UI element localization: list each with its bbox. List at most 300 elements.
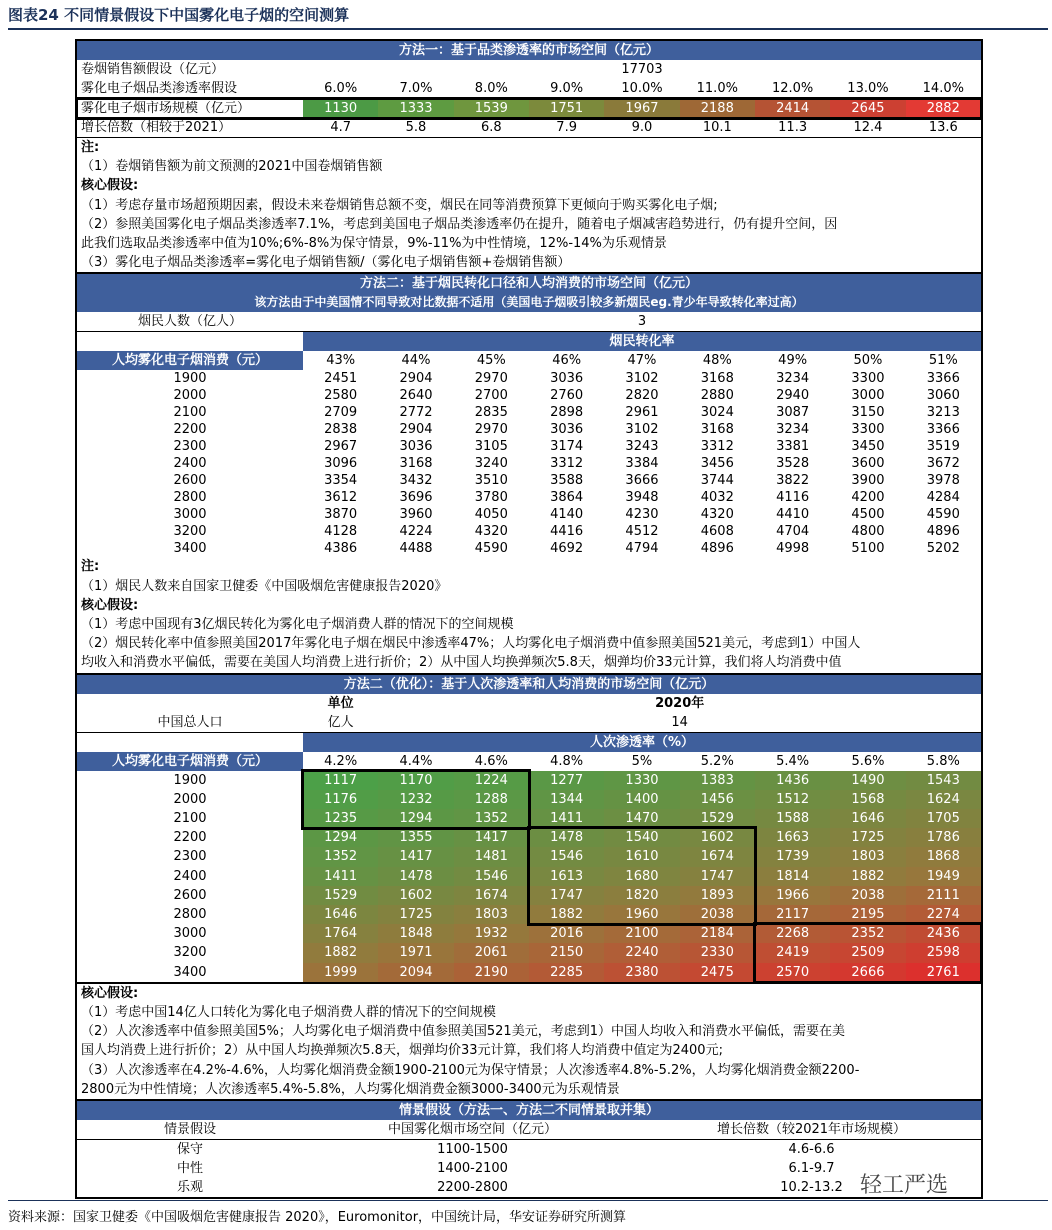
m3-cell: 1540 [604, 828, 679, 847]
m3-row [77, 771, 981, 790]
m2-cell: 3366 [926, 371, 960, 387]
note-text: （3）雾化电子烟品类渗透率=雾化电子烟销售额/（雾化电子烟销售额+卷烟销售额） [81, 255, 571, 271]
m3-row [77, 886, 981, 905]
population-unit: 亿人 [303, 713, 378, 733]
m1-pen-cell: 14.0% [906, 79, 981, 99]
scenario-row [77, 1178, 981, 1197]
smokers-value: 3 [303, 312, 981, 332]
m3-cell: 1235 [303, 809, 378, 828]
m2-cell: 2904 [399, 422, 433, 438]
m2-col-header: 46% [552, 353, 582, 369]
m2-row-label: 2400 [173, 456, 207, 472]
m3-cell: 1725 [830, 828, 905, 847]
note-text: 此我们选取品类渗透率中值为10%;6%-8%为保守情景，9%-11%为中性情境，12%-14%为乐观情景 [81, 236, 667, 252]
m3-row-label: 2100 [173, 811, 207, 827]
m2-cell: 3672 [926, 456, 960, 472]
m2-cell: 3300 [851, 371, 885, 387]
m3-cell: 2117 [755, 905, 830, 924]
m2-cell: 3456 [700, 456, 734, 472]
m2-cell: 2700 [474, 388, 508, 404]
m3-cell: 2509 [830, 943, 905, 962]
m2-cell: 3036 [550, 371, 584, 387]
m2-cell: 4998 [776, 541, 810, 557]
note-line [81, 1061, 977, 1080]
note-line [81, 176, 977, 195]
m1-growth-cell: 11.3 [755, 118, 830, 138]
m2-cell: 4608 [700, 524, 734, 540]
m3-cell: 2190 [454, 963, 529, 982]
m2-cell: 2904 [399, 371, 433, 387]
sales-label: 卷烟销售额假设（亿元） [81, 62, 225, 77]
m2-cell: 2772 [399, 405, 433, 421]
m3-cell: 1680 [604, 867, 679, 886]
m3-cell: 1786 [906, 828, 981, 847]
m2-cell: 2898 [550, 405, 584, 421]
m3-cell: 1176 [303, 790, 378, 809]
m2-row-label: 2600 [173, 473, 207, 489]
m1-growth-cell: 13.6 [906, 118, 981, 138]
m3-cell: 1602 [680, 828, 755, 847]
method2-title: 方法二：基于烟民转化口径和人均消费的市场空间（亿元） [77, 273, 981, 293]
scenario-cell: 1400-2100 [437, 1161, 508, 1177]
note-line [81, 634, 977, 653]
m2-cell: 3666 [625, 473, 659, 489]
m3-cell: 1646 [303, 905, 378, 924]
m1-growth-cell: 6.8 [454, 118, 529, 138]
m3-row-label: 2600 [173, 887, 207, 903]
m3-cell: 1971 [378, 943, 453, 962]
note-line [81, 1080, 977, 1099]
m2-cell: 3087 [776, 405, 810, 421]
m2-cell: 3978 [926, 473, 960, 489]
source-rule [8, 1200, 1048, 1201]
m3-cell: 1232 [378, 790, 453, 809]
m2-row [77, 387, 981, 404]
m2-cell: 3696 [399, 490, 433, 506]
m3-cell: 1436 [755, 771, 830, 790]
m2-cell: 3036 [399, 439, 433, 455]
m1-growth-cell: 12.4 [830, 118, 905, 138]
m3-cell: 1814 [755, 867, 830, 886]
m3-col-header: 4.8% [550, 753, 584, 769]
m3-row [77, 828, 981, 847]
m2-cell: 4896 [700, 541, 734, 557]
m2-col-header: 47% [627, 353, 657, 369]
m3-row [77, 790, 981, 809]
m2-cell: 2451 [324, 371, 358, 387]
m2-cell: 3354 [324, 473, 358, 489]
m3-cell: 2150 [529, 943, 604, 962]
m2-cell: 2940 [776, 388, 810, 404]
m2-cell: 4410 [776, 507, 810, 523]
m3-cell: 1705 [906, 809, 981, 828]
m3-row-label: 2400 [173, 868, 207, 884]
m3-row-label: 2800 [173, 907, 207, 923]
m2-cell: 2760 [550, 388, 584, 404]
m3-cell: 2666 [830, 963, 905, 982]
m3-cell: 1417 [454, 828, 529, 847]
m3-cell: 2380 [604, 963, 679, 982]
note-text: 国人均消费上进行折价；2）从中国人均换弹频次5.8天，烟弹均价33元计算，我们将人均消费中值定为2400元; [81, 1043, 723, 1059]
m3-cell: 1481 [454, 847, 529, 866]
m1-size-cell: 1130 [303, 99, 378, 119]
m1-size-cell: 2645 [830, 99, 905, 119]
note-line [81, 984, 977, 1003]
note-line [81, 215, 977, 234]
m3-cell: 1411 [303, 867, 378, 886]
m2-cell: 3300 [851, 422, 885, 438]
m3-cell: 1882 [830, 867, 905, 886]
m3-cell: 1330 [604, 771, 679, 790]
m3-cell: 2111 [906, 886, 981, 905]
m2-cell: 3510 [474, 473, 508, 489]
m2-spend-header: 人均雾化电子烟消费（元） [77, 351, 303, 370]
m2-row-label: 2000 [173, 388, 207, 404]
m3-cell: 1966 [755, 886, 830, 905]
scenario-row [77, 1159, 981, 1178]
m2-cell: 4896 [926, 524, 960, 540]
m2-cell: 3102 [625, 371, 659, 387]
m2-cell: 4116 [776, 490, 810, 506]
note-line [81, 1022, 977, 1041]
m3-cell: 1411 [529, 809, 604, 828]
note-text: （1）卷烟销售额为前文预测的2021中国卷烟销售额 [81, 159, 383, 175]
note-line [81, 615, 977, 634]
m3-row-label: 3000 [173, 926, 207, 942]
m2-row [77, 421, 981, 438]
m2-cell: 2880 [700, 388, 734, 404]
growth-label: 增长倍数（相较于2021） [77, 118, 303, 138]
m3-cell: 1725 [378, 905, 453, 924]
m3-cell: 2436 [906, 924, 981, 943]
m2-cell: 3036 [550, 422, 584, 438]
m3-cell: 1803 [454, 905, 529, 924]
m3-cell: 1117 [303, 771, 378, 790]
m3-cell: 1478 [378, 867, 453, 886]
scenario-cell: 4.6-6.6 [788, 1142, 835, 1158]
m3-cell: 1848 [378, 924, 453, 943]
m2-cell: 3174 [550, 439, 584, 455]
m3-cell: 1674 [680, 847, 755, 866]
method3-table [77, 673, 981, 982]
note-heading: 核心假设: [81, 178, 139, 194]
m3-cell: 1294 [303, 828, 378, 847]
note-heading: 注: [81, 559, 100, 575]
sales-value: 17703 [621, 62, 663, 77]
m2-row-label: 3200 [173, 524, 207, 540]
m2-cell: 2838 [324, 422, 358, 438]
m2-cell: 3168 [700, 422, 734, 438]
m2-cell: 5100 [851, 541, 885, 557]
m3-cell: 1868 [906, 847, 981, 866]
m2-cell: 3234 [776, 371, 810, 387]
m3-row [77, 963, 981, 982]
m2-cell: 2970 [474, 422, 508, 438]
m2-cell: 3105 [474, 439, 508, 455]
source-note: 资料来源：国家卫健委《中国吸烟危害健康报告 2020》，Euromonitor，中国统计局，华安证券研究所测算 [8, 1210, 627, 1225]
m2-row-label: 2800 [173, 490, 207, 506]
m2-col-header: 49% [778, 353, 808, 369]
m3-cell: 1882 [303, 943, 378, 962]
m3-row [77, 867, 981, 886]
m3-cell: 1294 [378, 809, 453, 828]
m2-cell: 4512 [625, 524, 659, 540]
figure-title: 图表24 不同情景假设下中国雾化电子烟的空间测算 [8, 6, 350, 24]
m3-cell: 1456 [680, 790, 755, 809]
m3-cell: 2352 [830, 924, 905, 943]
note-line [81, 557, 977, 576]
m2-row [77, 489, 981, 506]
m3-cell: 2419 [755, 943, 830, 962]
m1-pen-cell: 7.0% [378, 79, 453, 99]
m3-cell: 1960 [604, 905, 679, 924]
m2-cell: 4050 [474, 507, 508, 523]
m1-pen-cell: 11.0% [680, 79, 755, 99]
m1-growth-cell: 4.7 [303, 118, 378, 138]
m3-row [77, 905, 981, 924]
m2-cell: 2580 [324, 388, 358, 404]
note-text: （2）烟民转化率中值参照美国2017年雾化电子烟在烟民中渗透率47%；人均雾化电子烟消费中值参照美国521美元，考虑到1）中国人 [81, 636, 861, 652]
m3-cell: 1893 [680, 886, 755, 905]
m3-cell: 1543 [906, 771, 981, 790]
m2-cell: 3870 [324, 507, 358, 523]
note-text: （2）参照美国雾化电子烟品类渗透率7.1%，考虑到美国电子烟品类渗透率仍在提升，随着电子烟减害趋势进行，仍有提升空间，因 [81, 216, 838, 232]
m2-cell: 3588 [550, 473, 584, 489]
note-text: （1）烟民人数来自国家卫健委《中国吸烟危害健康报告2020》 [81, 578, 448, 594]
m2-cell: 3450 [851, 439, 885, 455]
m3-cell: 1288 [454, 790, 529, 809]
m3-cell: 2094 [378, 963, 453, 982]
m1-size-cell: 1751 [529, 99, 604, 119]
m3-col-header: 5.4% [776, 753, 810, 769]
m2-cell: 3519 [926, 439, 960, 455]
m2-cell: 3234 [776, 422, 810, 438]
scenario-cell: 10.2-13.2 [780, 1180, 843, 1196]
person-penetration-header: 人次渗透率（%） [303, 732, 981, 752]
m3-cell: 1932 [454, 924, 529, 943]
m3-cell: 1568 [830, 790, 905, 809]
population-label: 中国总人口 [77, 713, 303, 733]
method3-notes [77, 982, 981, 1099]
m2-row [77, 404, 981, 421]
m3-cell: 1417 [378, 847, 453, 866]
m3-col-header: 4.2% [324, 753, 358, 769]
m2-cell: 3864 [550, 490, 584, 506]
m3-cell: 2016 [529, 924, 604, 943]
m3-cell: 2100 [604, 924, 679, 943]
note-text: 均收入和消费水平偏低，需要在美国人均消费上进行折价；2）从中国人均换弹频次5.8天，烟弹均价33元计算，我们将人均消费中值 [81, 655, 842, 671]
m3-cell: 1747 [680, 867, 755, 886]
m1-pen-cell: 8.0% [454, 79, 529, 99]
m2-cell: 2835 [474, 405, 508, 421]
m3-row-label: 1900 [173, 772, 207, 788]
note-heading: 核心假设: [81, 985, 139, 1001]
m3-col-header: 4.6% [474, 753, 508, 769]
m2-row [77, 438, 981, 455]
m1-growth-cell: 7.9 [529, 118, 604, 138]
note-heading: 注: [81, 140, 100, 155]
m1-pen-cell: 13.0% [830, 79, 905, 99]
market-size-label: 雾化电子烟市场规模（亿元） [81, 101, 251, 116]
m2-cell: 3240 [474, 456, 508, 472]
scenario-table [77, 1099, 981, 1197]
m3-cell: 1764 [303, 924, 378, 943]
scenario-cell: 2200-2800 [437, 1180, 508, 1196]
m1-pen-cell: 12.0% [755, 79, 830, 99]
note-line [81, 234, 977, 253]
m3-cell: 1624 [906, 790, 981, 809]
m3-row-label: 2000 [173, 791, 207, 807]
m3-spend-header: 人均雾化电子烟消费（元） [77, 752, 303, 771]
note-text: （3）人次渗透率在4.2%-4.6%，人均雾化烟消费金额1900-2100元为保守情景；人次渗透率4.8%-5.2%，人均雾化烟消费金额2200- [81, 1062, 860, 1078]
m2-cell: 5202 [926, 541, 960, 557]
note-line [81, 577, 977, 596]
m1-size-cell: 1539 [454, 99, 529, 119]
m2-row [77, 523, 981, 540]
m2-cell: 4416 [550, 524, 584, 540]
m2-cell: 3000 [851, 388, 885, 404]
m2-cell: 4488 [399, 541, 433, 557]
conversion-header: 烟民转化率 [303, 332, 981, 352]
m3-cell: 1352 [454, 809, 529, 828]
scenario-col-header: 中国雾化烟市场空间（亿元） [303, 1120, 642, 1140]
m2-row-label: 2300 [173, 439, 207, 455]
scenario-cell: 6.1-9.7 [788, 1161, 835, 1177]
m3-cell: 1999 [303, 963, 378, 982]
m2-cell: 3948 [625, 490, 659, 506]
m2-cell: 3384 [625, 456, 659, 472]
m2-col-header: 45% [476, 353, 506, 369]
m2-cell: 3243 [625, 439, 659, 455]
note-text: （2）人次渗透率中值参照美国5%；人均雾化电子烟消费中值参照美国521美元，考虑到1）中国人均收入和消费水平偏低，需要在美 [81, 1024, 845, 1040]
m3-cell: 2268 [755, 924, 830, 943]
m3-cell: 2285 [529, 963, 604, 982]
scenario-cell: 中性 [176, 1161, 203, 1177]
smokers-label: 烟民人数（亿人） [77, 312, 303, 332]
note-line [81, 653, 977, 672]
m3-row-label: 2300 [173, 849, 207, 865]
m2-cell: 3822 [776, 473, 810, 489]
m3-cell: 2598 [906, 943, 981, 962]
m2-cell: 3600 [851, 456, 885, 472]
m3-cell: 1529 [680, 809, 755, 828]
m2-cell: 3900 [851, 473, 885, 489]
m3-cell: 1170 [378, 771, 453, 790]
title-rule [8, 28, 1048, 30]
m3-cell: 2761 [906, 963, 981, 982]
m2-cell: 3168 [700, 371, 734, 387]
m1-size-cell: 2188 [680, 99, 755, 119]
m2-col-header: 51% [928, 353, 958, 369]
m3-cell: 2038 [830, 886, 905, 905]
m1-pen-cell: 6.0% [303, 79, 378, 99]
note-line [81, 138, 977, 157]
m1-growth-cell: 9.0 [604, 118, 679, 138]
m3-col-header: 5% [631, 753, 653, 769]
scenario-title: 情景假设（方法一、方法二不同情景取并集） [77, 1100, 981, 1120]
m3-cell: 1588 [755, 809, 830, 828]
note-text: （1）考虑中国现有3亿烟民转化为雾化电子烟消费人群的情况下的空间规模 [81, 617, 514, 633]
m3-cell: 1512 [755, 790, 830, 809]
m2-cell: 3168 [399, 456, 433, 472]
m2-cell: 4224 [399, 524, 433, 540]
m2-cell: 2640 [399, 388, 433, 404]
m1-size-cell: 1333 [378, 99, 453, 119]
m2-cell: 4284 [926, 490, 960, 506]
m3-col-header: 5.6% [851, 753, 885, 769]
m2-cell: 3432 [399, 473, 433, 489]
m3-cell: 1352 [303, 847, 378, 866]
m1-size-cell: 2882 [906, 99, 981, 119]
method2-notes [77, 557, 981, 672]
m2-row [77, 370, 981, 387]
m1-pen-cell: 10.0% [604, 79, 679, 99]
m3-cell: 2184 [680, 924, 755, 943]
scenario-row [77, 1140, 981, 1160]
m3-cell: 1546 [529, 847, 604, 866]
m2-col-header: 44% [401, 353, 431, 369]
method1-title: 方法一：基于品类渗透率的市场空间（亿元） [77, 41, 981, 60]
m3-cell: 1949 [906, 867, 981, 886]
m3-row [77, 847, 981, 866]
m3-cell: 2038 [680, 905, 755, 924]
m2-cell: 4590 [926, 507, 960, 523]
m3-cell: 1224 [454, 771, 529, 790]
m3-cell: 1344 [529, 790, 604, 809]
method3-title: 方法二（优化）：基于人次渗透率和人均消费的市场空间（亿元） [77, 674, 981, 694]
m3-row-label: 2200 [173, 830, 207, 846]
m2-cell: 3312 [700, 439, 734, 455]
m3-cell: 2475 [680, 963, 755, 982]
m1-size-cell: 2414 [755, 99, 830, 119]
m2-row-label: 3400 [173, 541, 207, 557]
m2-cell: 3780 [474, 490, 508, 506]
note-line [81, 157, 977, 176]
m2-cell: 4800 [851, 524, 885, 540]
m3-col-header: 5.8% [926, 753, 960, 769]
note-line [81, 1041, 977, 1060]
m3-cell: 1470 [604, 809, 679, 828]
year-header: 2020年 [655, 695, 705, 711]
m3-cell: 2240 [604, 943, 679, 962]
note-heading: 核心假设: [81, 597, 139, 613]
m3-cell: 1529 [303, 886, 378, 905]
m2-col-header: 50% [853, 353, 883, 369]
m2-col-header: 48% [702, 353, 732, 369]
m3-row [77, 924, 981, 943]
population-value: 14 [378, 713, 981, 733]
main-frame [75, 39, 983, 1199]
m2-cell: 4692 [550, 541, 584, 557]
note-line [81, 1003, 977, 1022]
m3-cell: 1882 [529, 905, 604, 924]
m2-cell: 4500 [851, 507, 885, 523]
method1-notes [77, 138, 981, 272]
m2-cell: 3150 [851, 405, 885, 421]
m3-cell: 2330 [680, 943, 755, 962]
m2-cell: 2820 [625, 388, 659, 404]
m3-cell: 1490 [830, 771, 905, 790]
m3-cell: 1747 [529, 886, 604, 905]
m2-cell: 2709 [324, 405, 358, 421]
m3-cell: 1478 [529, 828, 604, 847]
m2-cell: 4320 [700, 507, 734, 523]
m2-cell: 3528 [776, 456, 810, 472]
m3-cell: 1674 [454, 886, 529, 905]
m3-cell: 1646 [830, 809, 905, 828]
m3-cell: 1355 [378, 828, 453, 847]
m2-cell: 4230 [625, 507, 659, 523]
